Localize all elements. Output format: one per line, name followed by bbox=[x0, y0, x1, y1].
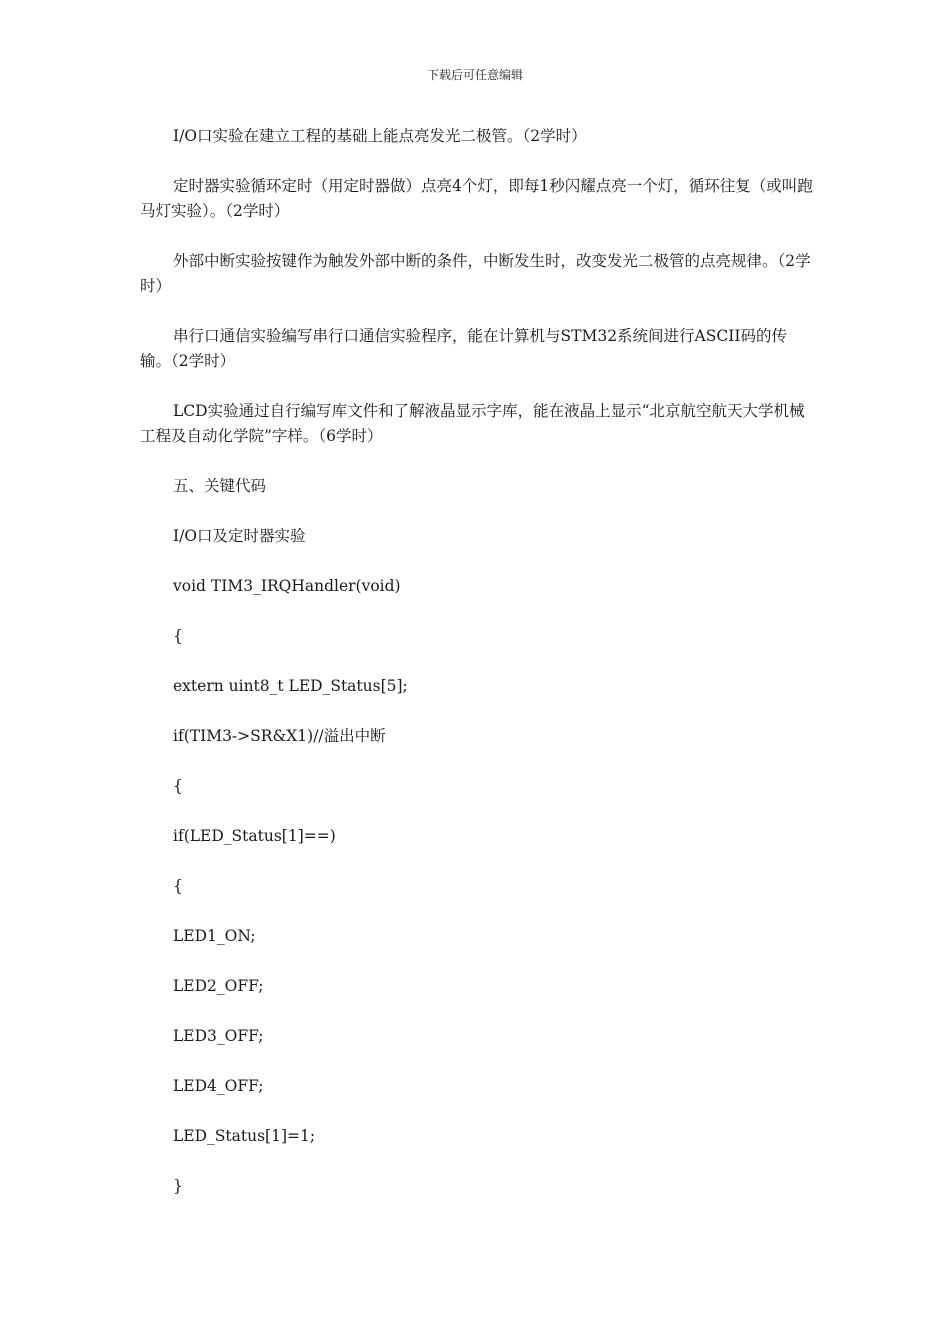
code-line: { bbox=[173, 777, 183, 795]
code-line: if(TIM3->SR&X1)//溢出中断 bbox=[173, 727, 386, 745]
code-line: LED2_OFF; bbox=[173, 977, 264, 995]
paragraph-serial-experiment: 串行口通信实验编写串行口通信实验程序，能在计算机与STM32系统间进行ASCII码的传输。（2学时） bbox=[140, 327, 787, 370]
paragraph-timer-experiment: 定时器实验循环定时（用定时器做）点亮4个灯，即每1秒闪耀点亮一个灯，循环往复（或叫跑马灯实验）。（2学时） bbox=[140, 177, 813, 220]
code-line: { bbox=[173, 627, 183, 645]
paragraph-lcd-experiment: LCD实验通过自行编写库文件和了解液晶显示字库，能在液晶上显示“北京航空航天大学机械工程及自动化学院”字样。（6学时） bbox=[140, 402, 805, 445]
code-line: extern uint8_t LED_Status[5]; bbox=[173, 677, 408, 695]
code-line: } bbox=[173, 1177, 183, 1195]
code-line: if(LED_Status[1]==) bbox=[173, 827, 336, 845]
paragraph-io-experiment: I/O口实验在建立工程的基础上能点亮发光二极管。（2学时） bbox=[173, 127, 587, 145]
paragraph-interrupt-experiment: 外部中断实验按键作为触发外部中断的条件，中断发生时，改变发光二极管的点亮规律。（2学时） bbox=[140, 252, 811, 295]
document-body bbox=[140, 124, 816, 1199]
page-header: 下载后可任意编辑 bbox=[426, 68, 523, 82]
subheading: I/O口及定时器实验 bbox=[173, 527, 306, 545]
code-line: LED1_ON; bbox=[173, 927, 256, 945]
code-line: LED3_OFF; bbox=[173, 1027, 264, 1045]
section-heading: 五、关键代码 bbox=[173, 477, 267, 495]
code-line: LED4_OFF; bbox=[173, 1077, 264, 1095]
code-line: void TIM3_IRQHandler(void) bbox=[173, 577, 401, 595]
code-line: LED_Status[1]=1; bbox=[173, 1127, 316, 1145]
code-line: { bbox=[173, 877, 183, 895]
